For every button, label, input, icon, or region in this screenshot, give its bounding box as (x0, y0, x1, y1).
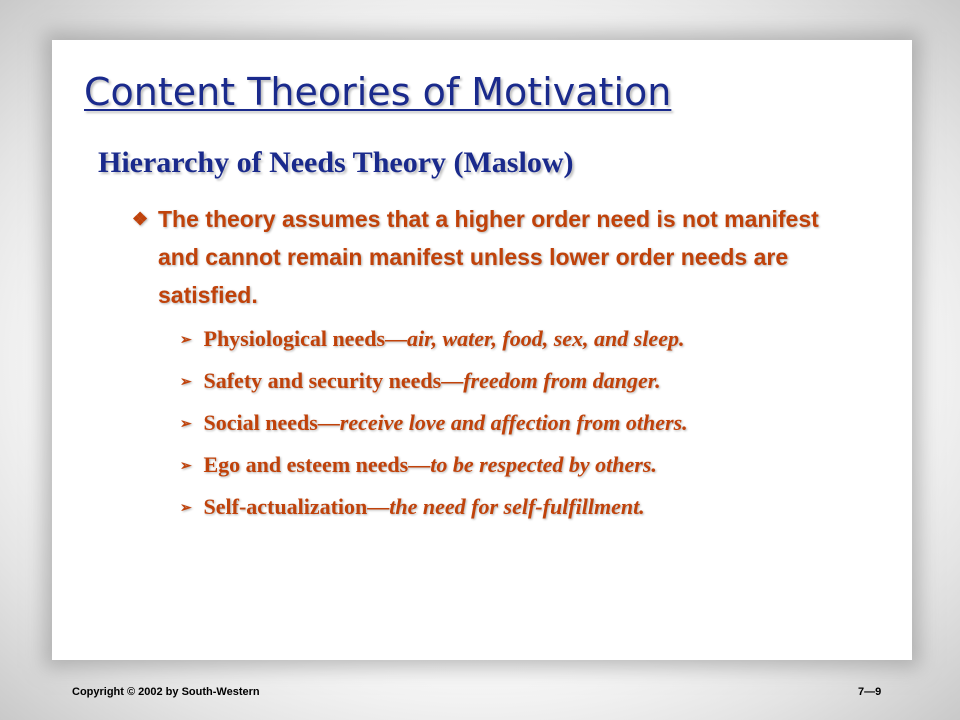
arrow-bullet-icon: ➢ (180, 501, 192, 516)
slide-subtitle: Hierarchy of Needs Theory (Maslow) (98, 146, 574, 179)
need-name: Safety and security needs— (203, 368, 464, 393)
need-description: air, water, food, sex, and sleep. (407, 326, 685, 351)
diamond-bullet-icon: ❖ (132, 209, 149, 229)
assumption-paragraph (132, 200, 858, 314)
need-name: Self-actualization— (203, 494, 390, 519)
needs-list (180, 318, 880, 528)
slide-title: Content Theories of Motivation (84, 70, 672, 114)
need-description: the need for self-fulfillment. (389, 494, 645, 519)
list-item (180, 402, 880, 444)
arrow-bullet-icon: ➢ (180, 333, 192, 348)
list-item (180, 360, 880, 402)
need-description: freedom from danger. (463, 368, 661, 393)
list-item (180, 486, 880, 528)
need-description: to be respected by others. (430, 452, 657, 477)
list-item (180, 318, 880, 360)
need-name: Ego and esteem needs— (203, 452, 431, 477)
need-name: Social needs— (203, 410, 340, 435)
slide-canvas (52, 40, 912, 660)
page-number: 7—9 (858, 686, 882, 698)
arrow-bullet-icon: ➢ (180, 459, 192, 474)
arrow-bullet-icon: ➢ (180, 375, 192, 390)
need-name: Physiological needs— (203, 326, 408, 351)
need-description: receive love and affection from others. (339, 410, 688, 435)
assumption-text: The theory assumes that a higher order need is not manifest and cannot remain manifest unless lower order needs are satisfied. (158, 206, 819, 308)
list-item (180, 444, 880, 486)
arrow-bullet-icon: ➢ (180, 417, 192, 432)
copyright-footer: Copyright © 2002 by South-Western (72, 686, 260, 698)
